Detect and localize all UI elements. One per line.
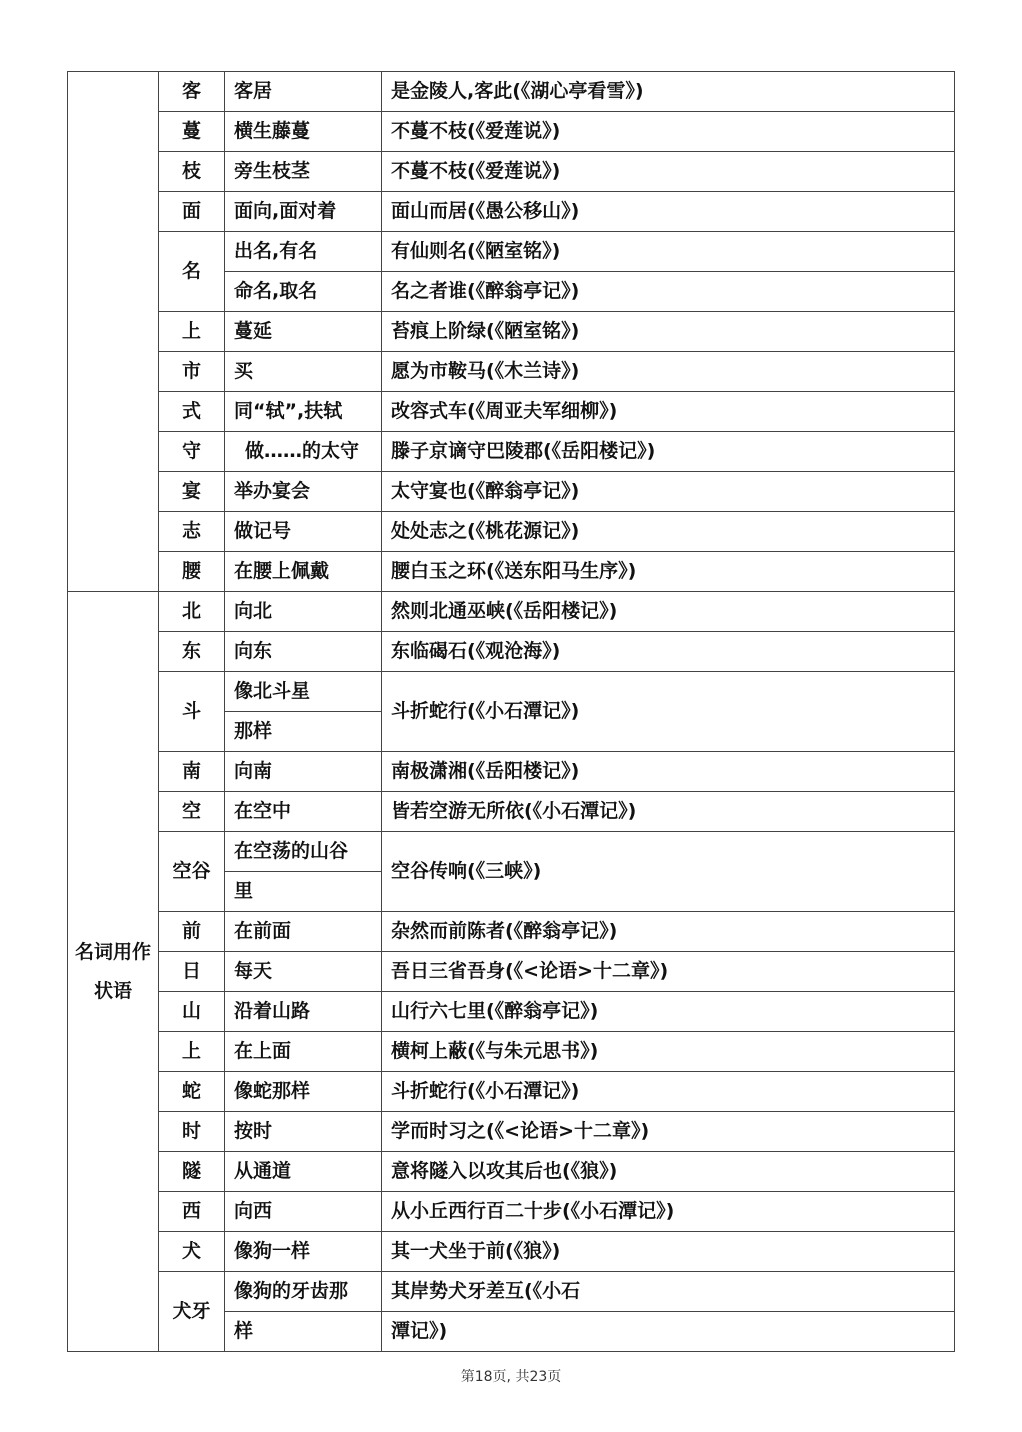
meaning-cell: 在前面 bbox=[225, 912, 382, 952]
meaning-cell-line2: 那样 bbox=[225, 712, 382, 752]
meaning-cell: 命名,取名 bbox=[225, 272, 382, 312]
char-cell: 面 bbox=[159, 192, 225, 232]
table-row bbox=[68, 392, 955, 432]
char-cell: 空谷 bbox=[159, 832, 225, 912]
example-cell: 学而时习之(《<论语>十二章》) bbox=[382, 1112, 955, 1152]
meaning-cell-line1: 在空荡的山谷 bbox=[225, 832, 382, 872]
meaning-cell: 按时 bbox=[225, 1112, 382, 1152]
char-cell: 空 bbox=[159, 792, 225, 832]
table-row bbox=[68, 152, 955, 192]
table-row bbox=[68, 792, 955, 832]
meaning-cell: 像狗一样 bbox=[225, 1232, 382, 1272]
meaning-cell: 像蛇那样 bbox=[225, 1072, 382, 1112]
meaning-cell: 出名,有名 bbox=[225, 232, 382, 272]
table-row bbox=[68, 1232, 955, 1272]
char-cell: 山 bbox=[159, 992, 225, 1032]
char-cell: 宴 bbox=[159, 472, 225, 512]
category-cell bbox=[68, 592, 159, 1352]
char-cell: 前 bbox=[159, 912, 225, 952]
example-cell: 皆若空游无所依(《小石潭记》) bbox=[382, 792, 955, 832]
meaning-cell: 向北 bbox=[225, 592, 382, 632]
meaning-cell: 在空中 bbox=[225, 792, 382, 832]
char-cell: 市 bbox=[159, 352, 225, 392]
char-cell: 南 bbox=[159, 752, 225, 792]
char-cell: 犬牙 bbox=[159, 1272, 225, 1352]
char-cell: 式 bbox=[159, 392, 225, 432]
example-cell: 处处志之(《桃花源记》) bbox=[382, 512, 955, 552]
example-cell: 不蔓不枝(《爱莲说》) bbox=[382, 112, 955, 152]
char-cell: 斗 bbox=[159, 672, 225, 752]
char-cell: 客 bbox=[159, 72, 225, 112]
example-cell: 名之者谁(《醉翁亭记》) bbox=[382, 272, 955, 312]
char-cell: 蔓 bbox=[159, 112, 225, 152]
example-cell: 其一犬坐于前(《狼》) bbox=[382, 1232, 955, 1272]
category-cell-empty bbox=[68, 72, 159, 592]
char-cell: 隧 bbox=[159, 1152, 225, 1192]
example-cell: 是金陵人,客此(《湖心亭看雪》) bbox=[382, 72, 955, 112]
example-cell: 空谷传响(《三峡》) bbox=[382, 832, 955, 912]
table-row bbox=[68, 632, 955, 672]
example-cell-line1: 其岸势犬牙差互(《小石 bbox=[382, 1272, 955, 1312]
example-cell: 横柯上蔽(《与朱元思书》) bbox=[382, 1032, 955, 1072]
table-row bbox=[68, 592, 955, 632]
char-cell: 东 bbox=[159, 632, 225, 672]
example-cell: 吾日三省吾身(《<论语>十二章》) bbox=[382, 952, 955, 992]
example-cell: 不蔓不枝(《爱莲说》) bbox=[382, 152, 955, 192]
meaning-cell: 每天 bbox=[225, 952, 382, 992]
example-cell: 从小丘西行百二十步(《小石潭记》) bbox=[382, 1192, 955, 1232]
table-row bbox=[68, 752, 955, 792]
table-row bbox=[68, 672, 955, 712]
example-cell: 愿为市鞍马(《木兰诗》) bbox=[382, 352, 955, 392]
char-cell: 蛇 bbox=[159, 1072, 225, 1112]
example-cell: 然则北通巫峡(《岳阳楼记》) bbox=[382, 592, 955, 632]
example-cell: 太守宴也(《醉翁亭记》) bbox=[382, 472, 955, 512]
table-row bbox=[68, 1192, 955, 1232]
char-cell: 上 bbox=[159, 1032, 225, 1072]
meaning-cell: 客居 bbox=[225, 72, 382, 112]
char-cell: 名 bbox=[159, 232, 225, 312]
meaning-cell: 同“轼”,扶轼 bbox=[225, 392, 382, 432]
example-cell: 斗折蛇行(《小石潭记》) bbox=[382, 1072, 955, 1112]
example-cell: 有仙则名(《陋室铭》) bbox=[382, 232, 955, 272]
example-cell: 面山而居(《愚公移山》) bbox=[382, 192, 955, 232]
char-cell: 犬 bbox=[159, 1232, 225, 1272]
meaning-cell-line1: 像北斗星 bbox=[225, 672, 382, 712]
table-row bbox=[68, 352, 955, 392]
meaning-cell: 向东 bbox=[225, 632, 382, 672]
table-row bbox=[68, 1152, 955, 1192]
meaning-cell-line2: 里 bbox=[225, 872, 382, 912]
example-cell: 改容式车(《周亚夫军细柳》) bbox=[382, 392, 955, 432]
table-row bbox=[68, 1112, 955, 1152]
char-cell: 北 bbox=[159, 592, 225, 632]
table-row bbox=[68, 472, 955, 512]
category-label-line1: 名词用作 bbox=[74, 940, 151, 963]
char-cell: 西 bbox=[159, 1192, 225, 1232]
table-row bbox=[68, 952, 955, 992]
meaning-cell-line2: 样 bbox=[225, 1312, 382, 1352]
meaning-cell: 在上面 bbox=[225, 1032, 382, 1072]
char-cell: 上 bbox=[159, 312, 225, 352]
char-cell: 志 bbox=[159, 512, 225, 552]
table-row bbox=[68, 112, 955, 152]
meaning-cell-line1: 像狗的牙齿那 bbox=[225, 1272, 382, 1312]
table-row bbox=[68, 192, 955, 232]
table-row bbox=[68, 1072, 955, 1112]
table-row bbox=[68, 512, 955, 552]
table-row bbox=[68, 992, 955, 1032]
example-cell-line2: 潭记》) bbox=[382, 1312, 955, 1352]
table-row bbox=[68, 552, 955, 592]
example-cell: 斗折蛇行(《小石潭记》) bbox=[382, 672, 955, 752]
example-cell: 滕子京谪守巴陵郡(《岳阳楼记》) bbox=[382, 432, 955, 472]
table-row bbox=[68, 72, 955, 112]
table-row bbox=[68, 312, 955, 352]
meaning-cell: 蔓延 bbox=[225, 312, 382, 352]
example-cell: 意将隧入以攻其后也(《狼》) bbox=[382, 1152, 955, 1192]
meaning-cell: 旁生枝茎 bbox=[225, 152, 382, 192]
meaning-cell: 举办宴会 bbox=[225, 472, 382, 512]
example-cell: 南极潇湘(《岳阳楼记》) bbox=[382, 752, 955, 792]
example-cell: 山行六七里(《醉翁亭记》) bbox=[382, 992, 955, 1032]
meaning-cell: 从通道 bbox=[225, 1152, 382, 1192]
char-cell: 腰 bbox=[159, 552, 225, 592]
page-footer: 第18页, 共23页 bbox=[460, 1369, 562, 1385]
char-cell: 枝 bbox=[159, 152, 225, 192]
char-cell: 时 bbox=[159, 1112, 225, 1152]
meaning-cell: 做记号 bbox=[225, 512, 382, 552]
table-row bbox=[68, 232, 955, 272]
word-usage-table bbox=[67, 71, 955, 1352]
meaning-cell: 做……的太守 bbox=[225, 432, 382, 472]
example-cell: 杂然而前陈者(《醉翁亭记》) bbox=[382, 912, 955, 952]
category-label-line2: 状语 bbox=[93, 979, 132, 1002]
meaning-cell: 买 bbox=[225, 352, 382, 392]
meaning-cell: 向西 bbox=[225, 1192, 382, 1232]
table-row bbox=[68, 912, 955, 952]
table-row bbox=[68, 832, 955, 872]
table-row bbox=[68, 1032, 955, 1072]
example-cell: 东临碣石(《观沧海》) bbox=[382, 632, 955, 672]
meaning-cell: 面向,面对着 bbox=[225, 192, 382, 232]
example-cell: 腰白玉之环(《送东阳马生序》) bbox=[382, 552, 955, 592]
meaning-cell: 向南 bbox=[225, 752, 382, 792]
meaning-cell: 横生藤蔓 bbox=[225, 112, 382, 152]
example-cell: 苔痕上阶绿(《陋室铭》) bbox=[382, 312, 955, 352]
table-row bbox=[68, 432, 955, 472]
char-cell: 日 bbox=[159, 952, 225, 992]
table-row bbox=[68, 1272, 955, 1312]
meaning-cell: 沿着山路 bbox=[225, 992, 382, 1032]
char-cell: 守 bbox=[159, 432, 225, 472]
meaning-cell: 在腰上佩戴 bbox=[225, 552, 382, 592]
